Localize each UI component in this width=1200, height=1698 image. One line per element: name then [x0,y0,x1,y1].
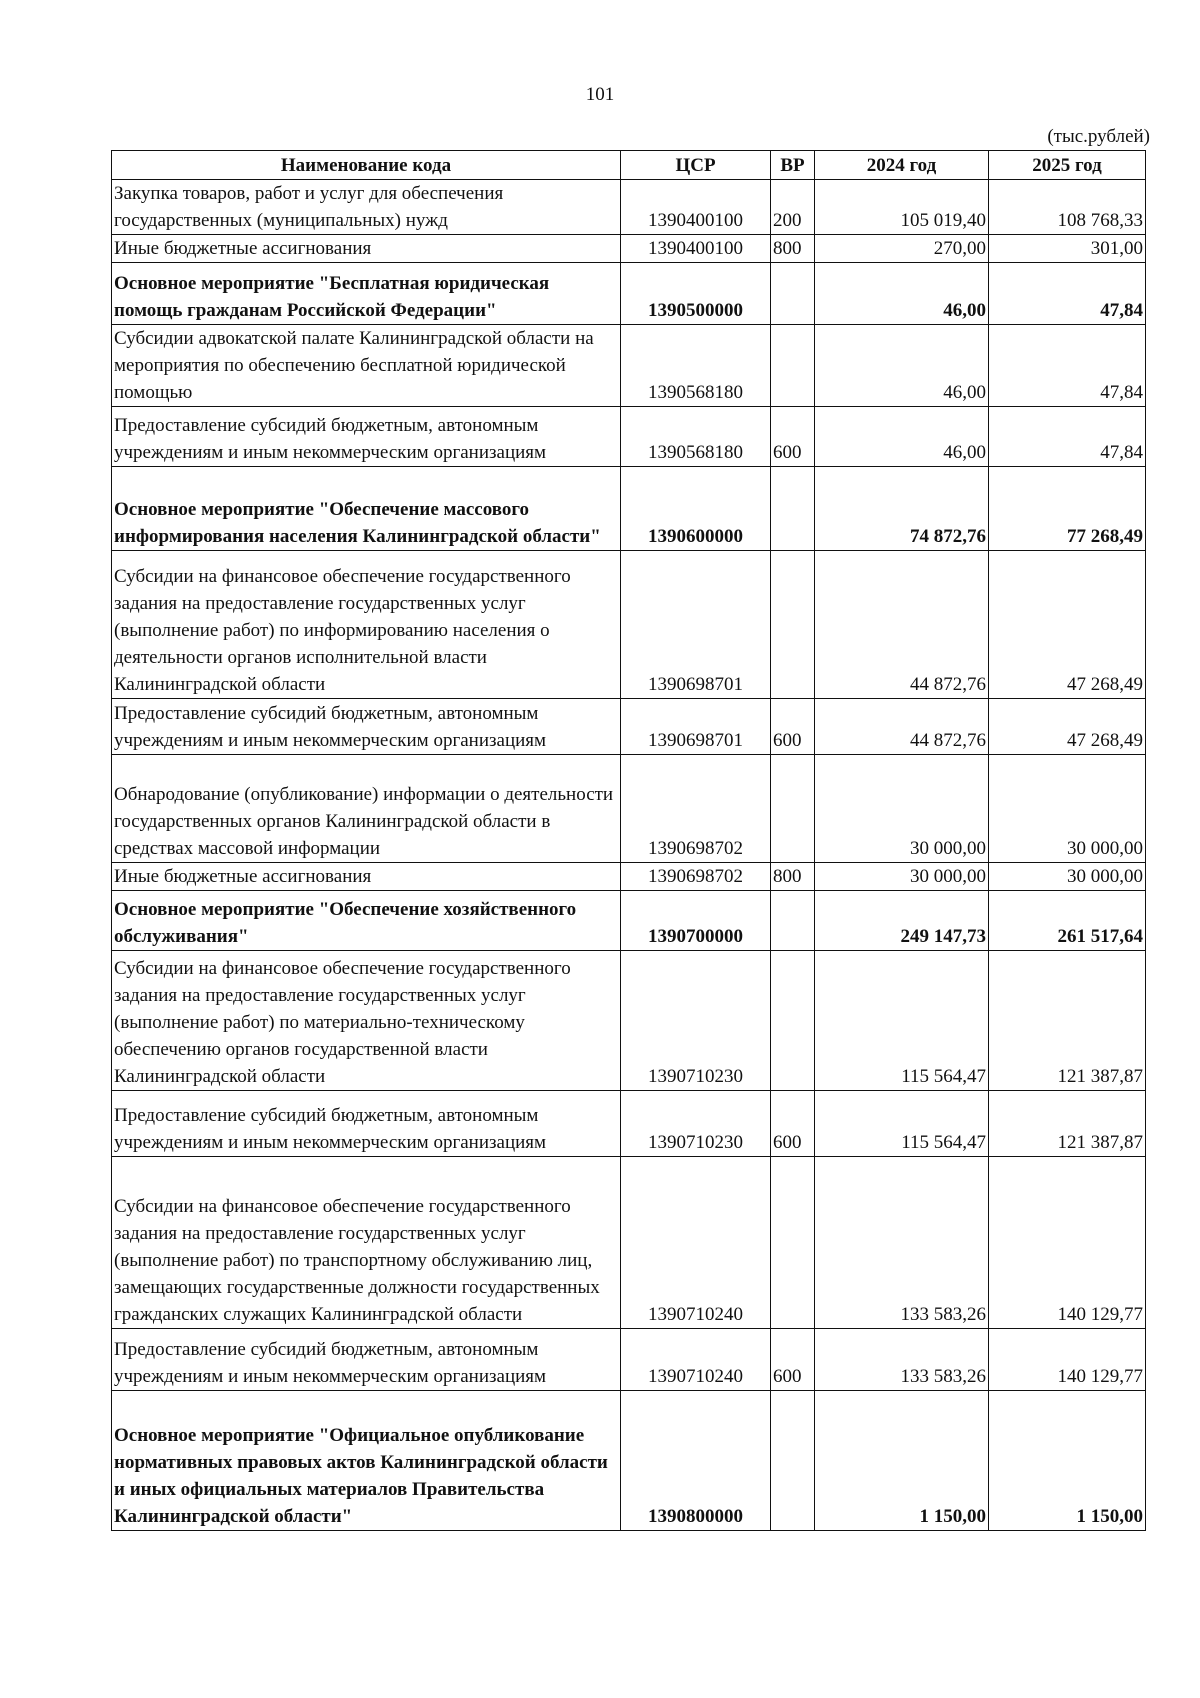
row-name-cell: Предоставление субсидий бюджетным, автономным учреждениям и иным некоммерческим организациям [112,1091,621,1157]
row-2025-cell: 140 129,77 [989,1157,1146,1329]
row-2025-cell: 47 268,49 [989,551,1146,699]
row-2024-cell: 115 564,47 [815,951,989,1091]
row-2024-cell: 46,00 [815,407,989,467]
table-row [112,755,1146,863]
table-row [112,699,1146,755]
row-vr-cell [771,1157,815,1329]
table-row [112,235,1146,263]
row-name-cell: Предоставление субсидий бюджетным, автономным учреждениям и иным некоммерческим организациям [112,1329,621,1391]
row-2024-cell: 105 019,40 [815,180,989,235]
table-row [112,1091,1146,1157]
row-name-cell: Субсидии на финансовое обеспечение государственного задания на предоставление государственных услуг (выполнение работ) по транспортному обслуживанию лиц, замещающих государственные должности государственных гражданских служащих Калининградской области [112,1157,621,1329]
table-row [112,180,1146,235]
row-name-cell: Субсидии на финансовое обеспечение государственного задания на предоставление государственных услуг (выполнение работ) по материально-техническому обеспечению органов государственной власти Калининградской области [112,951,621,1091]
row-vr-cell: 800 [771,863,815,891]
header-vr: ВР [771,151,815,180]
row-vr-cell: 800 [771,235,815,263]
row-vr-cell: 600 [771,407,815,467]
row-csr-cell: 1390500000 [621,263,771,325]
row-csr-cell: 1390800000 [621,1391,771,1531]
page-number: 101 [585,84,615,105]
row-vr-cell [771,467,815,551]
row-2024-cell: 249 147,73 [815,891,989,951]
row-vr-cell [771,1391,815,1531]
table-row [112,951,1146,1091]
row-vr-cell [771,891,815,951]
row-2025-cell: 47,84 [989,325,1146,407]
table-row [112,1157,1146,1329]
row-2024-cell: 115 564,47 [815,1091,989,1157]
row-csr-cell: 1390698701 [621,699,771,755]
row-vr-cell [771,325,815,407]
table-row [112,467,1146,551]
row-vr-cell: 200 [771,180,815,235]
row-2024-cell: 30 000,00 [815,863,989,891]
row-2025-cell: 30 000,00 [989,863,1146,891]
row-csr-cell: 1390710230 [621,951,771,1091]
row-vr-cell [771,263,815,325]
row-vr-cell [771,755,815,863]
table-row [112,863,1146,891]
row-2025-cell: 140 129,77 [989,1329,1146,1391]
row-2025-cell: 47 268,49 [989,699,1146,755]
row-2025-cell: 261 517,64 [989,891,1146,951]
row-2024-cell: 1 150,00 [815,1391,989,1531]
row-2024-cell: 270,00 [815,235,989,263]
row-2024-cell: 30 000,00 [815,755,989,863]
row-2025-cell: 301,00 [989,235,1146,263]
table-row [112,551,1146,699]
table-row [112,407,1146,467]
row-2024-cell: 133 583,26 [815,1329,989,1391]
row-vr-cell: 600 [771,699,815,755]
row-csr-cell: 1390710230 [621,1091,771,1157]
row-vr-cell [771,551,815,699]
row-2025-cell: 47,84 [989,407,1146,467]
row-csr-cell: 1390400100 [621,180,771,235]
row-name-cell: Основное мероприятие "Обеспечение хозяйственного обслуживания" [112,891,621,951]
row-name-cell: Иные бюджетные ассигнования [112,863,621,891]
table-row [112,1329,1146,1391]
table-body [112,180,1146,1531]
table-header-row [112,151,1146,180]
table-row [112,891,1146,951]
units-label: (тыс.рублей) [1047,126,1150,147]
row-csr-cell: 1390568180 [621,325,771,407]
row-csr-cell: 1390400100 [621,235,771,263]
table-row [112,1391,1146,1531]
row-2025-cell: 121 387,87 [989,1091,1146,1157]
row-vr-cell [771,951,815,1091]
row-name-cell: Закупка товаров, работ и услуг для обеспечения государственных (муниципальных) нужд [112,180,621,235]
table-row [112,325,1146,407]
row-csr-cell: 1390698702 [621,755,771,863]
header-2024: 2024 год [815,151,989,180]
row-name-cell: Основное мероприятие "Обеспечение массового информирования населения Калининградской области" [112,467,621,551]
row-2024-cell: 74 872,76 [815,467,989,551]
row-2024-cell: 46,00 [815,325,989,407]
row-name-cell: Предоставление субсидий бюджетным, автономным учреждениям и иным некоммерческим организациям [112,407,621,467]
row-csr-cell: 1390698702 [621,863,771,891]
row-2025-cell: 47,84 [989,263,1146,325]
table-row [112,263,1146,325]
row-2024-cell: 44 872,76 [815,699,989,755]
header-name: Наименование кода [112,151,621,180]
row-csr-cell: 1390710240 [621,1157,771,1329]
row-csr-cell: 1390698701 [621,551,771,699]
row-name-cell: Основное мероприятие "Официальное опубликование нормативных правовых актов Калининградской области и иных официальных материалов Правительства Калининградской области" [112,1391,621,1531]
row-csr-cell: 1390600000 [621,467,771,551]
row-csr-cell: 1390700000 [621,891,771,951]
row-2025-cell: 108 768,33 [989,180,1146,235]
row-vr-cell: 600 [771,1329,815,1391]
row-name-cell: Предоставление субсидий бюджетным, автономным учреждениям и иным некоммерческим организациям [112,699,621,755]
header-csr: ЦСР [621,151,771,180]
row-2024-cell: 133 583,26 [815,1157,989,1329]
row-2024-cell: 46,00 [815,263,989,325]
header-2025: 2025 год [989,151,1146,180]
row-vr-cell: 600 [771,1091,815,1157]
row-2025-cell: 30 000,00 [989,755,1146,863]
row-name-cell: Основное мероприятие "Бесплатная юридическая помощь гражданам Российской Федерации" [112,263,621,325]
row-name-cell: Иные бюджетные ассигнования [112,235,621,263]
row-name-cell: Субсидии адвокатской палате Калининградской области на мероприятия по обеспечению бесплатной юридической помощью [112,325,621,407]
row-name-cell: Обнародование (опубликование) информации о деятельности государственных органов Калининградской области в средствах массовой информации [112,755,621,863]
budget-table [111,150,1146,1531]
row-csr-cell: 1390568180 [621,407,771,467]
row-2025-cell: 77 268,49 [989,467,1146,551]
row-2024-cell: 44 872,76 [815,551,989,699]
row-name-cell: Субсидии на финансовое обеспечение государственного задания на предоставление государственных услуг (выполнение работ) по информированию населения о деятельности органов исполнительной власти Калининградской области [112,551,621,699]
row-csr-cell: 1390710240 [621,1329,771,1391]
row-2025-cell: 121 387,87 [989,951,1146,1091]
row-2025-cell: 1 150,00 [989,1391,1146,1531]
